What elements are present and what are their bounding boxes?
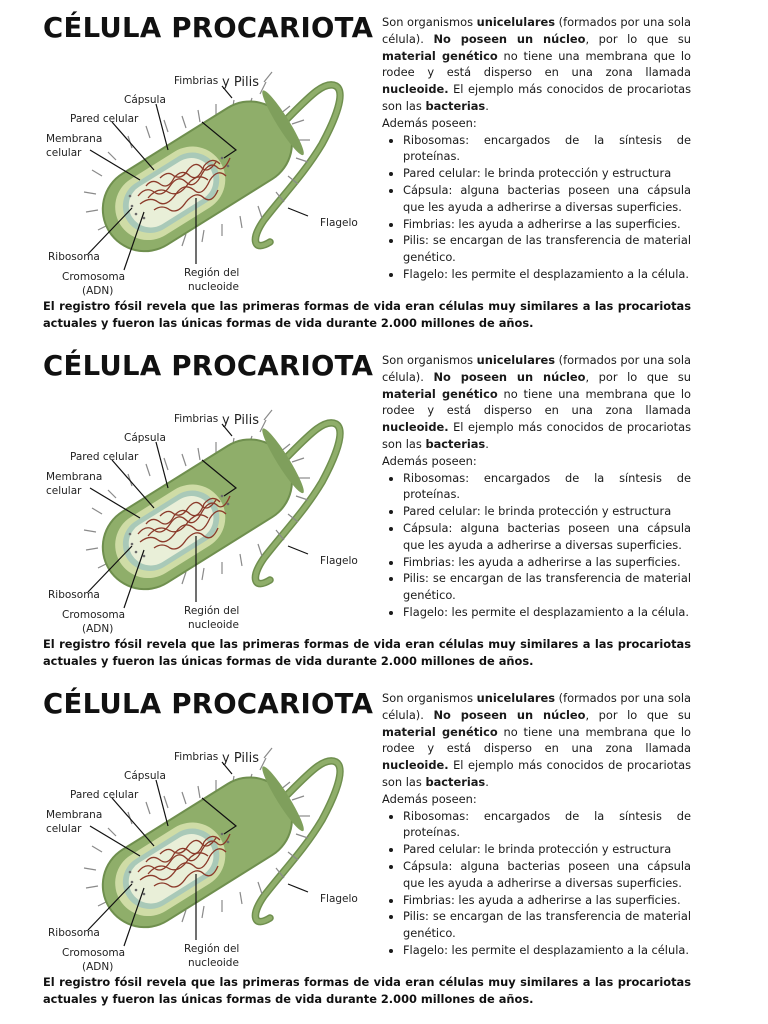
label-pilis: y Pilis (222, 751, 259, 766)
features-list (382, 470, 691, 621)
label-flagelo: Flagelo (320, 555, 358, 567)
list-item: • Ribosomas: encargados de la síntesis de proteínas. (403, 470, 691, 504)
section-title: CÉLULA PROCARIOTA (43, 350, 374, 382)
label-cromosoma-2: (ADN) (82, 623, 114, 635)
fossil-record-note: El registro fósil revela que las primeras formas de vida eran células muy similares a las procariotas actuales y fueron las únicas formas de vida durante 2.000 millones de años. (43, 975, 691, 1006)
features-list (382, 808, 691, 959)
label-membrana-1: Membrana (46, 471, 103, 483)
section-title: CÉLULA PROCARIOTA (43, 688, 374, 720)
label-ribosoma: Ribosoma (48, 927, 100, 939)
list-item: • Pilis: se encargan de las transferencia de material genético. (403, 570, 691, 604)
label-pared-celular: Pared celular (70, 451, 139, 463)
intro-paragraph: Son organismos unicelulares (formados por una sola célula). No poseen un núcleo, por lo que su material genético no tiene una membrana que lo rodee y está disperso en una zona llamada nucleoide. El ejemplo más conocidos de procariotas son las bacterias. (382, 691, 692, 789)
label-region-2: nucleoide (188, 619, 239, 631)
prokaryotic-cell-diagram (36, 58, 378, 302)
label-capsula: Cápsula (124, 770, 166, 782)
label-cromosoma-1: Cromosoma (62, 271, 126, 283)
list-item: • Flagelo: les permite el desplazamiento a la célula. (403, 942, 691, 959)
label-flagelo: Flagelo (320, 217, 358, 229)
label-ribosoma: Ribosoma (48, 589, 100, 601)
label-flagelo: Flagelo (320, 893, 358, 905)
list-item: • Cápsula: alguna bacterias poseen una cápsula que les ayuda a adherirse a diversas superficies. (403, 858, 691, 892)
list-item: • Ribosomas: encargados de la síntesis de proteínas. (403, 808, 691, 842)
list-item: • Fimbrias: les ayuda a adherirse a las superficies. (403, 892, 691, 909)
ademas-heading: Además poseen: (382, 791, 477, 806)
ademas-heading: Además poseen: (382, 453, 477, 468)
list-item: • Fimbrias: les ayuda a adherirse a las superficies. (403, 216, 691, 233)
label-fimbrias: Fimbrias (174, 413, 219, 425)
label-fimbrias: Fimbrias (174, 75, 219, 87)
label-region-1: Región del (184, 267, 240, 279)
description (382, 690, 691, 959)
label-pared-celular: Pared celular (70, 113, 139, 125)
label-cromosoma-1: Cromosoma (62, 947, 126, 959)
fossil-record-note: El registro fósil revela que las primeras formas de vida eran células muy similares a las procariotas actuales y fueron las únicas formas de vida durante 2.000 millones de años. (43, 299, 691, 330)
list-item: • Pared celular: le brinda protección y estructura (403, 165, 691, 182)
ademas-heading: Además poseen: (382, 115, 477, 130)
label-pilis: y Pilis (222, 413, 259, 428)
label-region-1: Región del (184, 605, 240, 617)
list-item: • Pilis: se encargan de las transferencia de material genético. (403, 908, 691, 942)
prokaryotic-cell-diagram (36, 396, 378, 640)
list-item: • Fimbrias: les ayuda a adherirse a las superficies. (403, 554, 691, 571)
label-membrana-2: celular (46, 823, 82, 835)
label-cromosoma-2: (ADN) (82, 961, 114, 973)
cell-info-section (0, 338, 768, 674)
description (382, 352, 691, 621)
label-membrana-2: celular (46, 147, 82, 159)
section-title: CÉLULA PROCARIOTA (43, 12, 374, 44)
list-item: • Pared celular: le brinda protección y estructura (403, 503, 691, 520)
list-item: • Pared celular: le brinda protección y estructura (403, 841, 691, 858)
list-item: • Cápsula: alguna bacterias poseen una cápsula que les ayuda a adherirse a diversas superficies. (403, 520, 691, 554)
label-region-1: Región del (184, 943, 240, 955)
cell-info-section (0, 0, 768, 336)
intro-paragraph: Son organismos unicelulares (formados por una sola célula). No poseen un núcleo, por lo que su material genético no tiene una membrana que lo rodee y está disperso en una zona llamada nucleoide. El ejemplo más conocidos de procariotas son las bacterias. (382, 15, 692, 113)
prokaryotic-cell-diagram (36, 734, 378, 978)
label-capsula: Cápsula (124, 94, 166, 106)
list-item: • Pilis: se encargan de las transferencia de material genético. (403, 232, 691, 266)
list-item: • Flagelo: les permite el desplazamiento a la célula. (403, 604, 691, 621)
label-region-2: nucleoide (188, 957, 239, 969)
label-cromosoma-1: Cromosoma (62, 609, 126, 621)
label-membrana-2: celular (46, 485, 82, 497)
label-cromosoma-2: (ADN) (82, 285, 114, 297)
features-list (382, 132, 691, 283)
label-region-2: nucleoide (188, 281, 239, 293)
label-pared-celular: Pared celular (70, 789, 139, 801)
label-pilis: y Pilis (222, 75, 259, 90)
list-item: • Cápsula: alguna bacterias poseen una cápsula que les ayuda a adherirse a diversas superficies. (403, 182, 691, 216)
label-membrana-1: Membrana (46, 809, 103, 821)
list-item: • Flagelo: les permite el desplazamiento a la célula. (403, 266, 691, 283)
fossil-record-note: El registro fósil revela que las primeras formas de vida eran células muy similares a las procariotas actuales y fueron las únicas formas de vida durante 2.000 millones de años. (43, 637, 691, 668)
list-item: • Ribosomas: encargados de la síntesis de proteínas. (403, 132, 691, 166)
label-ribosoma: Ribosoma (48, 251, 100, 263)
description (382, 14, 691, 283)
label-membrana-1: Membrana (46, 133, 103, 145)
label-fimbrias: Fimbrias (174, 751, 219, 763)
cell-info-section (0, 676, 768, 1012)
label-capsula: Cápsula (124, 432, 166, 444)
intro-paragraph: Son organismos unicelulares (formados por una sola célula). No poseen un núcleo, por lo que su material genético no tiene una membrana que lo rodee y está disperso en una zona llamada nucleoide. El ejemplo más conocidos de procariotas son las bacterias. (382, 353, 692, 451)
